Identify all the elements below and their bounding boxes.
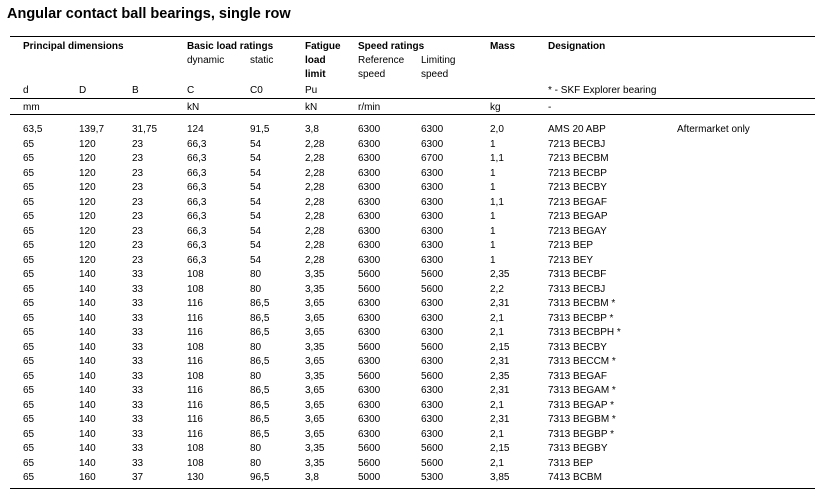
cell-width-B: 33 <box>132 428 144 440</box>
header-top-rule <box>10 36 815 37</box>
cell-reference-speed: 6300 <box>358 385 381 396</box>
cell-static-C0: 80 <box>250 457 262 469</box>
cell-bore-d: 65 <box>23 370 35 382</box>
cell-outer-D: 160 <box>79 472 96 483</box>
cell-width-B: 33 <box>132 399 144 411</box>
cell-width-B: 33 <box>132 457 144 469</box>
cell-static-C0: 54 <box>250 138 262 150</box>
cell-designation: 7213 BEGAY <box>548 225 607 237</box>
cell-dynamic-C: 108 <box>187 283 204 295</box>
cell-mass: 1 <box>490 211 496 222</box>
cell-static-C0: 54 <box>250 240 262 251</box>
cell-fatigue-Pu: 2,28 <box>305 153 325 164</box>
cell-bore-d: 65 <box>23 428 35 440</box>
unit-rmin: r/min <box>358 102 381 113</box>
cell-fatigue-Pu: 3,65 <box>305 312 325 324</box>
cell-fatigue-Pu: 3,65 <box>305 414 325 425</box>
cell-bore-d: 65 <box>23 269 35 280</box>
cell-fatigue-Pu: 3,35 <box>305 370 325 382</box>
cell-width-B: 31,75 <box>132 124 158 135</box>
explorer-note: * - SKF Explorer bearing <box>548 85 657 96</box>
symbol-C: C <box>187 85 195 96</box>
cell-width-B: 33 <box>132 269 144 280</box>
cell-bore-d: 65 <box>23 457 35 469</box>
cell-designation: 7213 BEGAP <box>548 211 608 222</box>
fatigue-header-1: Fatigue <box>305 41 341 52</box>
cell-static-C0: 91,5 <box>250 124 270 135</box>
units-top-rule <box>10 98 815 99</box>
fatigue-header-2: load <box>305 55 326 66</box>
cell-fatigue-Pu: 2,28 <box>305 196 325 208</box>
cell-width-B: 33 <box>132 298 144 309</box>
table-bottom-rule <box>10 488 815 489</box>
cell-designation: 7213 BECBJ <box>548 138 606 150</box>
cell-outer-D: 120 <box>79 225 96 237</box>
cell-mass: 2,31 <box>490 356 510 367</box>
cell-dynamic-C: 66,3 <box>187 254 207 266</box>
cell-limiting-speed: 5600 <box>421 443 444 454</box>
cell-outer-D: 140 <box>79 428 96 440</box>
reference-speed-subheader-1: Reference <box>358 55 405 66</box>
cell-outer-D: 120 <box>79 254 96 266</box>
cell-outer-D: 140 <box>79 269 96 280</box>
cell-designation: 7413 BCBM <box>548 472 602 483</box>
cell-designation: 7313 BEGBP * <box>548 428 614 440</box>
cell-bore-d: 65 <box>23 312 35 324</box>
cell-dynamic-C: 116 <box>187 428 203 440</box>
cell-static-C0: 86,5 <box>250 356 270 367</box>
cell-designation: 7313 BEGAM * <box>548 385 616 396</box>
unit-kn-fatigue: kN <box>305 102 318 113</box>
unit-designation: - <box>548 102 552 113</box>
cell-designation: 7313 BEGAF <box>548 370 607 382</box>
cell-limiting-speed: 6300 <box>421 356 444 367</box>
cell-static-C0: 86,5 <box>250 414 270 425</box>
cell-width-B: 23 <box>132 254 144 266</box>
cell-mass: 3,85 <box>490 472 510 483</box>
cell-width-B: 23 <box>132 167 144 179</box>
cell-bore-d: 65 <box>23 385 35 396</box>
cell-designation: 7313 BECBF <box>548 269 607 280</box>
cell-mass: 2,35 <box>490 370 510 382</box>
cell-fatigue-Pu: 2,28 <box>305 240 325 251</box>
cell-fatigue-Pu: 3,35 <box>305 443 325 454</box>
cell-bore-d: 65 <box>23 283 35 295</box>
speed-ratings-header: Speed ratings <box>358 41 425 52</box>
reference-speed-subheader-2: speed <box>358 69 386 80</box>
cell-note: Aftermarket only <box>677 124 750 135</box>
cell-designation: 7313 BEGBY <box>548 443 608 454</box>
cell-dynamic-C: 66,3 <box>187 153 207 164</box>
cell-width-B: 33 <box>132 327 144 338</box>
symbol-C0: C0 <box>250 85 263 96</box>
cell-bore-d: 65 <box>23 341 35 353</box>
limiting-speed-subheader-2: speed <box>421 69 449 80</box>
cell-designation: 7313 BECBP * <box>548 312 614 324</box>
dynamic-subheader: dynamic <box>187 55 225 66</box>
cell-bore-d: 65 <box>23 327 35 338</box>
cell-outer-D: 120 <box>79 153 96 164</box>
cell-dynamic-C: 66,3 <box>187 182 207 193</box>
cell-dynamic-C: 66,3 <box>187 167 207 179</box>
cell-reference-speed: 6300 <box>358 240 381 251</box>
cell-dynamic-C: 66,3 <box>187 196 207 208</box>
cell-outer-D: 140 <box>79 385 96 396</box>
cell-reference-speed: 6300 <box>358 356 381 367</box>
cell-width-B: 23 <box>132 138 144 150</box>
cell-dynamic-C: 116 <box>187 298 203 309</box>
cell-outer-D: 140 <box>79 399 96 411</box>
cell-limiting-speed: 6700 <box>421 153 444 164</box>
cell-outer-D: 140 <box>79 341 96 353</box>
cell-dynamic-C: 116 <box>187 356 203 367</box>
cell-dynamic-C: 130 <box>187 472 204 483</box>
cell-limiting-speed: 6300 <box>421 414 444 425</box>
cell-limiting-speed: 5600 <box>421 283 444 295</box>
cell-static-C0: 86,5 <box>250 298 270 309</box>
cell-fatigue-Pu: 3,35 <box>305 457 325 469</box>
cell-designation: 7313 BECBM * <box>548 298 616 309</box>
cell-mass: 2,1 <box>490 428 504 440</box>
symbol-B: B <box>132 85 139 96</box>
unit-mm: mm <box>23 102 40 113</box>
cell-mass: 2,1 <box>490 457 504 469</box>
page-title: Angular contact ball bearings, single row <box>7 6 291 22</box>
cell-outer-D: 120 <box>79 211 96 222</box>
cell-fatigue-Pu: 3,35 <box>305 341 325 353</box>
cell-outer-D: 140 <box>79 312 96 324</box>
cell-reference-speed: 5600 <box>358 269 381 280</box>
cell-static-C0: 80 <box>250 443 262 454</box>
cell-bore-d: 65 <box>23 414 35 425</box>
cell-mass: 2,31 <box>490 385 510 396</box>
cell-bore-d: 65 <box>23 167 35 179</box>
cell-limiting-speed: 6300 <box>421 298 444 309</box>
cell-width-B: 33 <box>132 356 144 367</box>
cell-mass: 2,1 <box>490 312 504 324</box>
symbol-d: d <box>23 85 29 96</box>
cell-static-C0: 54 <box>250 196 262 208</box>
cell-reference-speed: 6300 <box>358 225 381 237</box>
unit-kg: kg <box>490 102 501 113</box>
cell-limiting-speed: 6300 <box>421 211 444 222</box>
cell-limiting-speed: 5600 <box>421 370 444 382</box>
cell-fatigue-Pu: 3,65 <box>305 327 325 338</box>
cell-bore-d: 65 <box>23 443 35 454</box>
cell-reference-speed: 5600 <box>358 341 381 353</box>
cell-reference-speed: 6300 <box>358 399 381 411</box>
cell-outer-D: 120 <box>79 196 96 208</box>
cell-limiting-speed: 5300 <box>421 472 444 483</box>
cell-reference-speed: 6300 <box>358 167 381 179</box>
cell-fatigue-Pu: 2,28 <box>305 182 325 193</box>
cell-dynamic-C: 116 <box>187 414 203 425</box>
cell-static-C0: 54 <box>250 167 262 179</box>
cell-mass: 2,2 <box>490 283 504 295</box>
cell-reference-speed: 6300 <box>358 138 381 150</box>
mass-header: Mass <box>490 41 516 52</box>
cell-fatigue-Pu: 3,65 <box>305 356 325 367</box>
cell-fatigue-Pu: 2,28 <box>305 211 325 222</box>
cell-limiting-speed: 6300 <box>421 167 444 179</box>
cell-designation: 7213 BEP <box>548 240 594 251</box>
cell-dynamic-C: 66,3 <box>187 240 207 251</box>
cell-fatigue-Pu: 2,28 <box>305 138 325 150</box>
cell-outer-D: 140 <box>79 298 96 309</box>
cell-limiting-speed: 6300 <box>421 138 444 150</box>
cell-designation: 7313 BECBPH * <box>548 327 621 338</box>
cell-bore-d: 65 <box>23 153 35 164</box>
cell-bore-d: 65 <box>23 211 35 222</box>
designation-header: Designation <box>548 41 606 52</box>
cell-bore-d: 65 <box>23 225 35 237</box>
cell-bore-d: 65 <box>23 240 35 251</box>
cell-reference-speed: 5600 <box>358 283 381 295</box>
cell-width-B: 33 <box>132 414 144 425</box>
cell-width-B: 33 <box>132 283 144 295</box>
principal-dimensions-header: Principal dimensions <box>23 41 124 52</box>
cell-fatigue-Pu: 2,28 <box>305 254 325 266</box>
cell-fatigue-Pu: 2,28 <box>305 225 325 237</box>
cell-reference-speed: 6300 <box>358 254 381 266</box>
cell-bore-d: 65 <box>23 254 35 266</box>
cell-static-C0: 54 <box>250 225 262 237</box>
cell-width-B: 33 <box>132 341 144 353</box>
cell-fatigue-Pu: 3,65 <box>305 385 325 396</box>
cell-reference-speed: 6300 <box>358 312 381 324</box>
cell-reference-speed: 5600 <box>358 370 381 382</box>
cell-designation: 7313 BECBY <box>548 341 607 353</box>
cell-designation: 7313 BEGAP * <box>548 399 614 411</box>
cell-reference-speed: 6300 <box>358 153 381 164</box>
cell-outer-D: 120 <box>79 182 96 193</box>
cell-dynamic-C: 108 <box>187 370 204 382</box>
cell-outer-D: 140 <box>79 414 96 425</box>
cell-fatigue-Pu: 3,65 <box>305 298 325 309</box>
cell-mass: 2,15 <box>490 443 510 454</box>
cell-limiting-speed: 6300 <box>421 312 444 324</box>
cell-mass: 2,31 <box>490 298 510 309</box>
cell-outer-D: 140 <box>79 283 96 295</box>
cell-bore-d: 65 <box>23 298 35 309</box>
cell-mass: 1 <box>490 254 496 266</box>
cell-width-B: 37 <box>132 472 144 483</box>
cell-limiting-speed: 6300 <box>421 428 444 440</box>
cell-static-C0: 54 <box>250 211 262 222</box>
cell-mass: 1 <box>490 225 496 237</box>
cell-reference-speed: 6300 <box>358 414 381 425</box>
cell-outer-D: 140 <box>79 457 96 469</box>
static-subheader: static <box>250 55 274 66</box>
cell-dynamic-C: 108 <box>187 341 204 353</box>
cell-designation: 7313 BEGBM * <box>548 414 616 425</box>
cell-bore-d: 65 <box>23 138 35 150</box>
cell-reference-speed: 6300 <box>358 298 381 309</box>
cell-outer-D: 140 <box>79 370 96 382</box>
cell-static-C0: 86,5 <box>250 399 270 411</box>
cell-width-B: 23 <box>132 182 144 193</box>
cell-reference-speed: 5600 <box>358 457 381 469</box>
cell-designation: 7313 BEP <box>548 457 594 469</box>
cell-mass: 1 <box>490 182 496 193</box>
cell-dynamic-C: 66,3 <box>187 211 207 222</box>
unit-kn-load: kN <box>187 102 200 113</box>
cell-reference-speed: 5600 <box>358 443 381 454</box>
cell-outer-D: 140 <box>79 356 96 367</box>
cell-bore-d: 65 <box>23 399 35 411</box>
cell-static-C0: 80 <box>250 370 262 382</box>
cell-fatigue-Pu: 3,65 <box>305 428 325 440</box>
cell-outer-D: 140 <box>79 443 96 454</box>
cell-mass: 2,35 <box>490 269 510 280</box>
cell-reference-speed: 6300 <box>358 182 381 193</box>
cell-fatigue-Pu: 3,8 <box>305 124 319 135</box>
cell-designation: 7213 BECBP <box>548 167 607 179</box>
cell-dynamic-C: 108 <box>187 443 204 454</box>
cell-mass: 2,1 <box>490 327 504 338</box>
cell-fatigue-Pu: 2,28 <box>305 167 325 179</box>
cell-limiting-speed: 5600 <box>421 341 444 353</box>
cell-bore-d: 65 <box>23 356 35 367</box>
cell-designation: 7313 BECCM * <box>548 356 616 367</box>
cell-static-C0: 96,5 <box>250 472 270 483</box>
cell-static-C0: 80 <box>250 269 262 280</box>
cell-reference-speed: 6300 <box>358 428 381 440</box>
cell-mass: 1,1 <box>490 196 504 208</box>
fatigue-header-3: limit <box>305 69 326 80</box>
basic-load-ratings-header: Basic load ratings <box>187 41 274 52</box>
cell-static-C0: 54 <box>250 153 262 164</box>
cell-width-B: 33 <box>132 443 144 454</box>
cell-dynamic-C: 116 <box>187 327 203 338</box>
cell-outer-D: 120 <box>79 240 96 251</box>
cell-dynamic-C: 116 <box>187 312 203 324</box>
symbol-D: D <box>79 85 87 96</box>
cell-width-B: 23 <box>132 211 144 222</box>
cell-static-C0: 86,5 <box>250 428 270 440</box>
cell-reference-speed: 6300 <box>358 124 381 135</box>
cell-mass: 1 <box>490 240 496 251</box>
cell-width-B: 23 <box>132 196 144 208</box>
cell-outer-D: 140 <box>79 327 96 338</box>
cell-limiting-speed: 6300 <box>421 182 444 193</box>
cell-limiting-speed: 6300 <box>421 196 444 208</box>
cell-width-B: 33 <box>132 385 144 396</box>
cell-static-C0: 86,5 <box>250 327 270 338</box>
cell-fatigue-Pu: 3,35 <box>305 269 325 280</box>
cell-mass: 1,1 <box>490 153 504 164</box>
cell-outer-D: 139,7 <box>79 124 105 135</box>
cell-mass: 2,15 <box>490 341 510 353</box>
cell-fatigue-Pu: 3,35 <box>305 283 325 295</box>
cell-width-B: 23 <box>132 153 144 164</box>
cell-limiting-speed: 5600 <box>421 269 444 280</box>
cell-reference-speed: 6300 <box>358 196 381 208</box>
cell-dynamic-C: 124 <box>187 124 204 135</box>
cell-mass: 2,31 <box>490 414 510 425</box>
cell-dynamic-C: 66,3 <box>187 225 207 237</box>
cell-width-B: 23 <box>132 240 144 251</box>
cell-limiting-speed: 6300 <box>421 124 444 135</box>
cell-mass: 1 <box>490 167 496 179</box>
cell-dynamic-C: 108 <box>187 269 204 280</box>
cell-fatigue-Pu: 3,65 <box>305 399 325 411</box>
cell-limiting-speed: 6300 <box>421 225 444 237</box>
cell-width-B: 33 <box>132 312 144 324</box>
cell-fatigue-Pu: 3,8 <box>305 472 319 483</box>
cell-designation: 7213 BECBM <box>548 153 609 164</box>
cell-static-C0: 80 <box>250 341 262 353</box>
cell-mass: 2,0 <box>490 124 504 135</box>
cell-designation: 7213 BECBY <box>548 182 607 193</box>
cell-outer-D: 120 <box>79 167 96 179</box>
cell-bore-d: 65 <box>23 182 35 193</box>
cell-bore-d: 65 <box>23 472 35 483</box>
cell-mass: 1 <box>490 138 496 150</box>
cell-width-B: 23 <box>132 225 144 237</box>
cell-outer-D: 120 <box>79 138 96 150</box>
cell-static-C0: 80 <box>250 283 262 295</box>
cell-designation: 7213 BEY <box>548 254 594 266</box>
cell-designation: 7213 BEGAF <box>548 196 607 208</box>
cell-limiting-speed: 6300 <box>421 399 444 411</box>
cell-static-C0: 86,5 <box>250 385 270 396</box>
cell-dynamic-C: 66,3 <box>187 138 207 150</box>
cell-dynamic-C: 108 <box>187 457 204 469</box>
cell-reference-speed: 6300 <box>358 211 381 222</box>
cell-static-C0: 54 <box>250 182 262 193</box>
cell-limiting-speed: 6300 <box>421 240 444 251</box>
symbol-Pu: Pu <box>305 85 318 96</box>
cell-limiting-speed: 6300 <box>421 254 444 266</box>
cell-dynamic-C: 116 <box>187 385 203 396</box>
cell-bore-d: 65 <box>23 196 35 208</box>
cell-width-B: 33 <box>132 370 144 382</box>
cell-limiting-speed: 5600 <box>421 457 444 469</box>
cell-mass: 2,1 <box>490 399 504 411</box>
units-bottom-rule <box>10 114 815 115</box>
cell-static-C0: 54 <box>250 254 262 266</box>
cell-limiting-speed: 6300 <box>421 327 444 338</box>
cell-designation: AMS 20 ABP <box>548 124 606 135</box>
cell-bore-d: 63,5 <box>23 124 43 135</box>
cell-static-C0: 86,5 <box>250 312 270 324</box>
cell-dynamic-C: 116 <box>187 399 203 411</box>
cell-reference-speed: 5000 <box>358 472 381 483</box>
cell-designation: 7313 BECBJ <box>548 283 606 295</box>
limiting-speed-subheader-1: Limiting <box>421 55 456 66</box>
cell-reference-speed: 6300 <box>358 327 381 338</box>
cell-limiting-speed: 6300 <box>421 385 444 396</box>
